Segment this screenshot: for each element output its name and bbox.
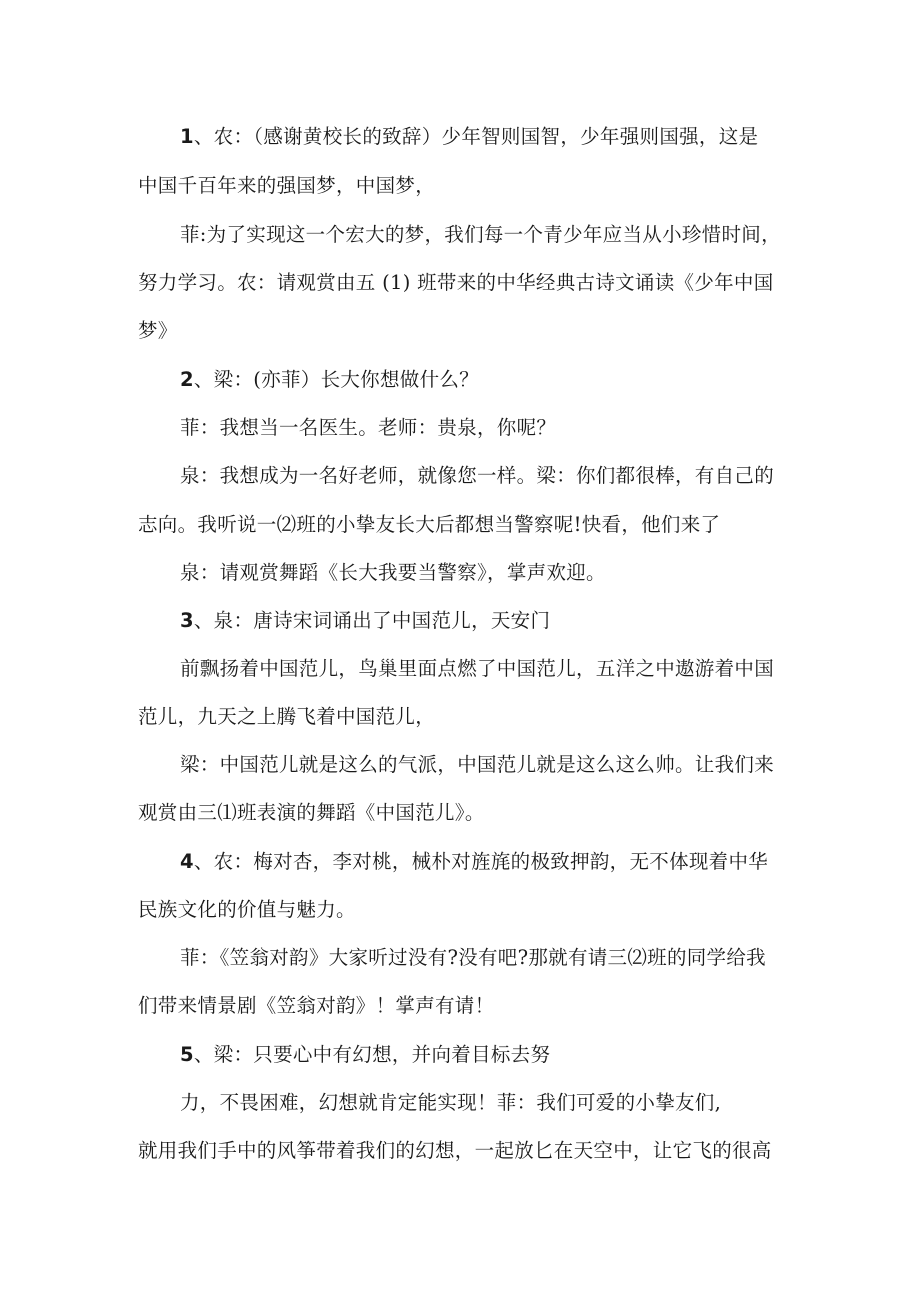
text-line-20: [180, 1042, 790, 1068]
line-text: 、梁：(亦菲）长大你想做什么？: [193, 368, 479, 391]
line-text: 民族文化的价值与魅力。: [138, 898, 356, 921]
text-line-21: [180, 1090, 790, 1116]
text-line-19: [138, 993, 788, 1019]
line-text: 梦》: [138, 319, 178, 342]
line-text: 志向。我听说一⑵班的小挚友长大后都想当警察呢!快看，他们来了: [138, 513, 721, 536]
line-text: 观赏由三⑴班表演的舞蹈《中国范儿》。: [138, 801, 485, 824]
line-text: 范儿，九天之上腾飞着中国范儿，: [138, 705, 436, 728]
item-number: 3: [180, 609, 194, 632]
line-text: 中国千百年来的强国梦，中国梦，: [138, 174, 436, 197]
item-number: 2: [180, 368, 194, 391]
line-text: 、农：梅对杏，李对桃，械朴对旌旄的极致押韵，无不体现着中华: [193, 850, 769, 873]
text-line-4: [138, 270, 788, 296]
line-text: 、农：（感谢黄校长的致辞）少年智则国智，少年强则国强，这是: [193, 125, 759, 148]
text-line-2: [138, 173, 788, 199]
line-text: 们带来情景剧《笠翁对韵》！掌声有请！: [138, 994, 495, 1017]
line-text: 努力学习。农：请观赏由五 (1) 班带来的中华经典古诗文诵读《少年中国: [138, 271, 774, 294]
text-line-16: [180, 849, 790, 875]
line-text: 菲:为了实现这一个宏大的梦，我们每一个青少年应当从小珍惜时间，: [180, 223, 781, 246]
item-number: 1: [180, 125, 194, 148]
text-line-7: [180, 415, 790, 441]
line-text: 力，不畏困难，幻想就肯定能实现！菲：我们可爱的小挚友们,: [180, 1091, 722, 1114]
text-line-10: [180, 560, 790, 586]
text-line-9: [138, 512, 788, 538]
text-line-18: [180, 945, 790, 971]
text-line-5: [138, 318, 788, 344]
text-line-1: [180, 124, 790, 150]
line-text: 菲：我想当一名医生。老师：贵泉，你呢？: [180, 416, 557, 439]
text-line-13: [138, 704, 788, 730]
text-line-17: [138, 897, 788, 923]
line-text: 前飘扬着中国范儿，鸟巢里面点燃了中国范儿，五洋之中遨游着中国: [180, 657, 775, 680]
text-line-11: [180, 608, 790, 634]
line-text: 梁：中国范儿就是这么的气派，中国范儿就是这么这么帅。让我们来: [180, 753, 775, 776]
text-line-8: [180, 463, 790, 489]
text-line-15: [138, 800, 788, 826]
text-line-3: [180, 222, 790, 248]
line-text: 菲：《笠翁对韵》大家听过没有?没有吧?那就有请三⑵班的同学给我: [180, 946, 766, 969]
text-line-6: [180, 367, 790, 393]
item-number: 5: [180, 1043, 194, 1066]
line-text: 泉：我想成为一名好老师，就像您一样。梁：你们都很棒，有自己的: [180, 464, 775, 487]
text-line-14: [180, 752, 790, 778]
line-text: 、泉：唐诗宋词诵出了中国范儿，天安门: [193, 609, 551, 632]
text-line-22: [138, 1138, 788, 1164]
item-number: 4: [180, 850, 194, 873]
line-text: 、梁：只要心中有幻想，并向着目标去努: [193, 1043, 551, 1066]
line-text: 泉：请观赏舞蹈《长大我要当警察》，掌声欢迎。: [180, 561, 606, 584]
text-line-12: [180, 656, 790, 682]
line-text: 就用我们手中的风筝带着我们的幻想，一起放匕在天空中，让它飞的很高: [138, 1139, 772, 1162]
